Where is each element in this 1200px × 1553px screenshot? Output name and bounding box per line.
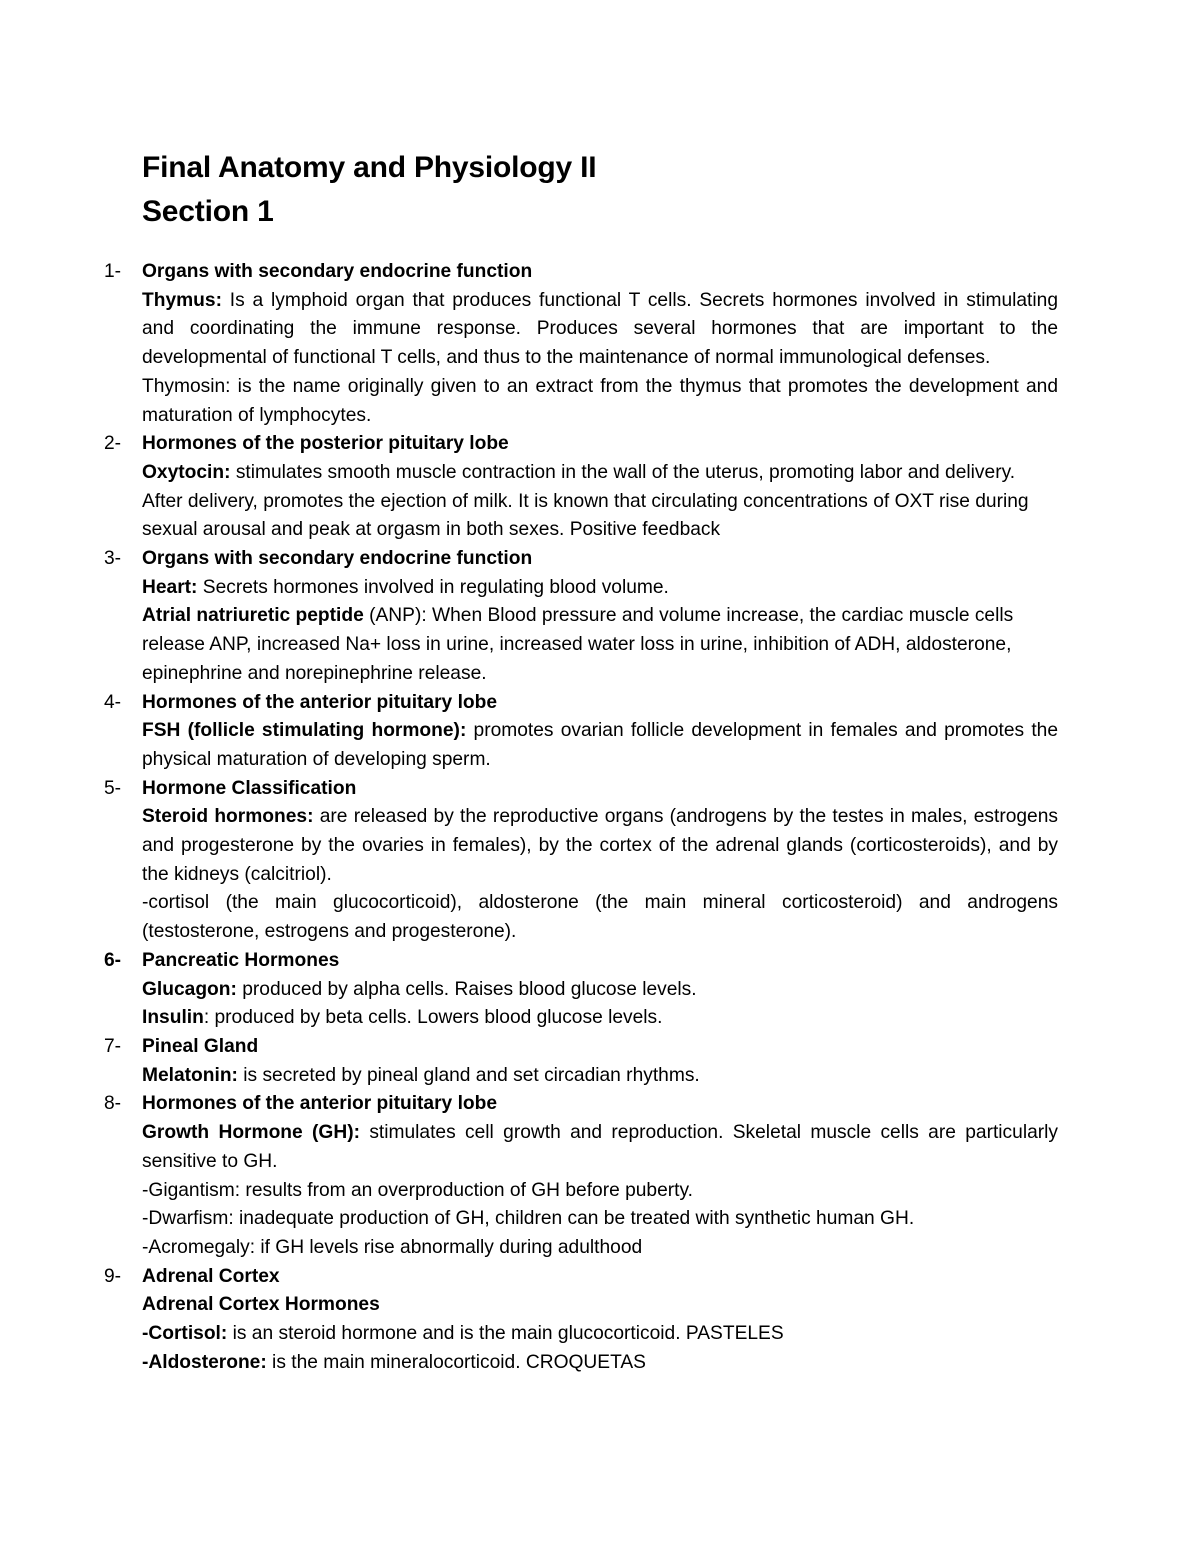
item-paragraph: Oxytocin: stimulates smooth muscle contraction in the wall of the uterus, promoting labor and delivery. After delivery, promotes the ejection of milk. It is known that circulating concentrations of OXT rise during sexual arousal and peak at orgasm in both sexes. Positive feedback	[142, 461, 1029, 541]
item-heading: Pancreatic Hormones	[142, 949, 340, 971]
item-number: 9-	[104, 1265, 122, 1287]
item-heading: Pineal Gland	[142, 1035, 259, 1057]
item-paragraph: Heart: Secrets hormones involved in regulating blood volume.	[142, 576, 669, 598]
item-number: 6-	[104, 949, 122, 971]
item-paragraph: Glucagon: produced by alpha cells. Raises blood glucose levels.	[142, 978, 697, 1000]
item-number: 8-	[104, 1093, 122, 1115]
item-paragraph: Atrial natriuretic peptide (ANP): When Blood pressure and volume increase, the cardiac muscle cells release ANP, increased Na+ loss in urine, increased water loss in urine, inhibition of ADH, aldosterone, epinephrine and norepinephrine release.	[142, 605, 1014, 684]
item-heading: Hormones of the anterior pituitary lobe	[142, 691, 498, 713]
item-number: 7-	[104, 1035, 122, 1057]
item-number: 2-	[104, 433, 122, 455]
item-paragraph: -Acromegaly: if GH levels rise abnormally during adulthood	[142, 1236, 643, 1258]
list-item-4	[104, 689, 1058, 775]
item-paragraph: -cortisol (the main glucocorticoid), aldosterone (the main mineral corticosteroid) and androgens (testosterone, estrogens and progesterone).	[142, 892, 1058, 943]
item-heading: Adrenal Cortex	[142, 1265, 280, 1287]
list-item-8	[104, 1090, 1058, 1262]
list-item-7	[104, 1033, 1058, 1090]
numbered-list	[104, 258, 1058, 1377]
item-heading: Hormone Classification	[142, 777, 357, 799]
list-item-9	[104, 1263, 1058, 1378]
item-number: 3-	[104, 548, 122, 570]
item-heading: Organs with secondary endocrine function	[142, 261, 533, 282]
item-number: 5-	[104, 777, 122, 799]
item-paragraph: Growth Hormone (GH): stimulates cell growth and reproduction. Skeletal muscle cells are particularly sensitive to GH.	[142, 1122, 1058, 1172]
list-item-6	[104, 947, 1058, 1033]
item-heading: Hormones of the anterior pituitary lobe	[142, 1093, 498, 1115]
item-number: 4-	[104, 691, 122, 713]
list-item-5	[104, 775, 1058, 947]
item-subheading: Adrenal Cortex Hormones	[142, 1294, 380, 1316]
item-heading: Hormones of the posterior pituitary lobe	[142, 433, 509, 455]
title-line-2: Section 1	[142, 195, 274, 228]
item-paragraph: Thymus: Is a lymphoid organ that produces functional T cells. Secrets hormones involved in stimulating and coordinating the immune response. Produces several hormones that are important to the developmental of functional T cells, and thus to the maintenance of normal immunological defenses.	[142, 289, 1058, 369]
item-paragraph: Insulin: produced by beta cells. Lowers blood glucose levels.	[142, 1007, 663, 1029]
document-title	[142, 146, 596, 234]
item-paragraph: FSH (follicle stimulating hormone): promotes ovarian follicle development in females and promotes the physical maturation of developing sperm.	[142, 720, 1058, 770]
item-paragraph: -Gigantism: results from an overproduction of GH before puberty.	[142, 1179, 693, 1201]
item-paragraph: -Cortisol: is an steroid hormone and is the main glucocorticoid. PASTELES	[142, 1323, 784, 1345]
item-paragraph: -Dwarfism: inadequate production of GH, children can be treated with synthetic human GH.	[142, 1208, 915, 1230]
item-paragraph: -Aldosterone: is the main mineralocorticoid. CROQUETAS	[142, 1351, 646, 1373]
item-heading: Organs with secondary endocrine function	[142, 548, 533, 570]
item-paragraph: Steroid hormones: are released by the reproductive organs (androgens by the testes in males, estrogens and progesterone by the ovaries in females), by the cortex of the adrenal glands (corticosteroids), and by the kidneys (calcitriol).	[142, 806, 1058, 885]
list-item-2	[104, 430, 1058, 545]
list-item-3	[104, 545, 1058, 689]
item-paragraph: Thymosin: is the name originally given to an extract from the thymus that promotes the development and maturation of lymphocytes.	[142, 375, 1058, 426]
item-paragraph: Melatonin: is secreted by pineal gland and set circadian rhythms.	[142, 1064, 700, 1086]
list-item-1	[104, 258, 1058, 430]
item-number: 1-	[104, 261, 122, 282]
title-line-1: Final Anatomy and Physiology II	[142, 151, 597, 184]
